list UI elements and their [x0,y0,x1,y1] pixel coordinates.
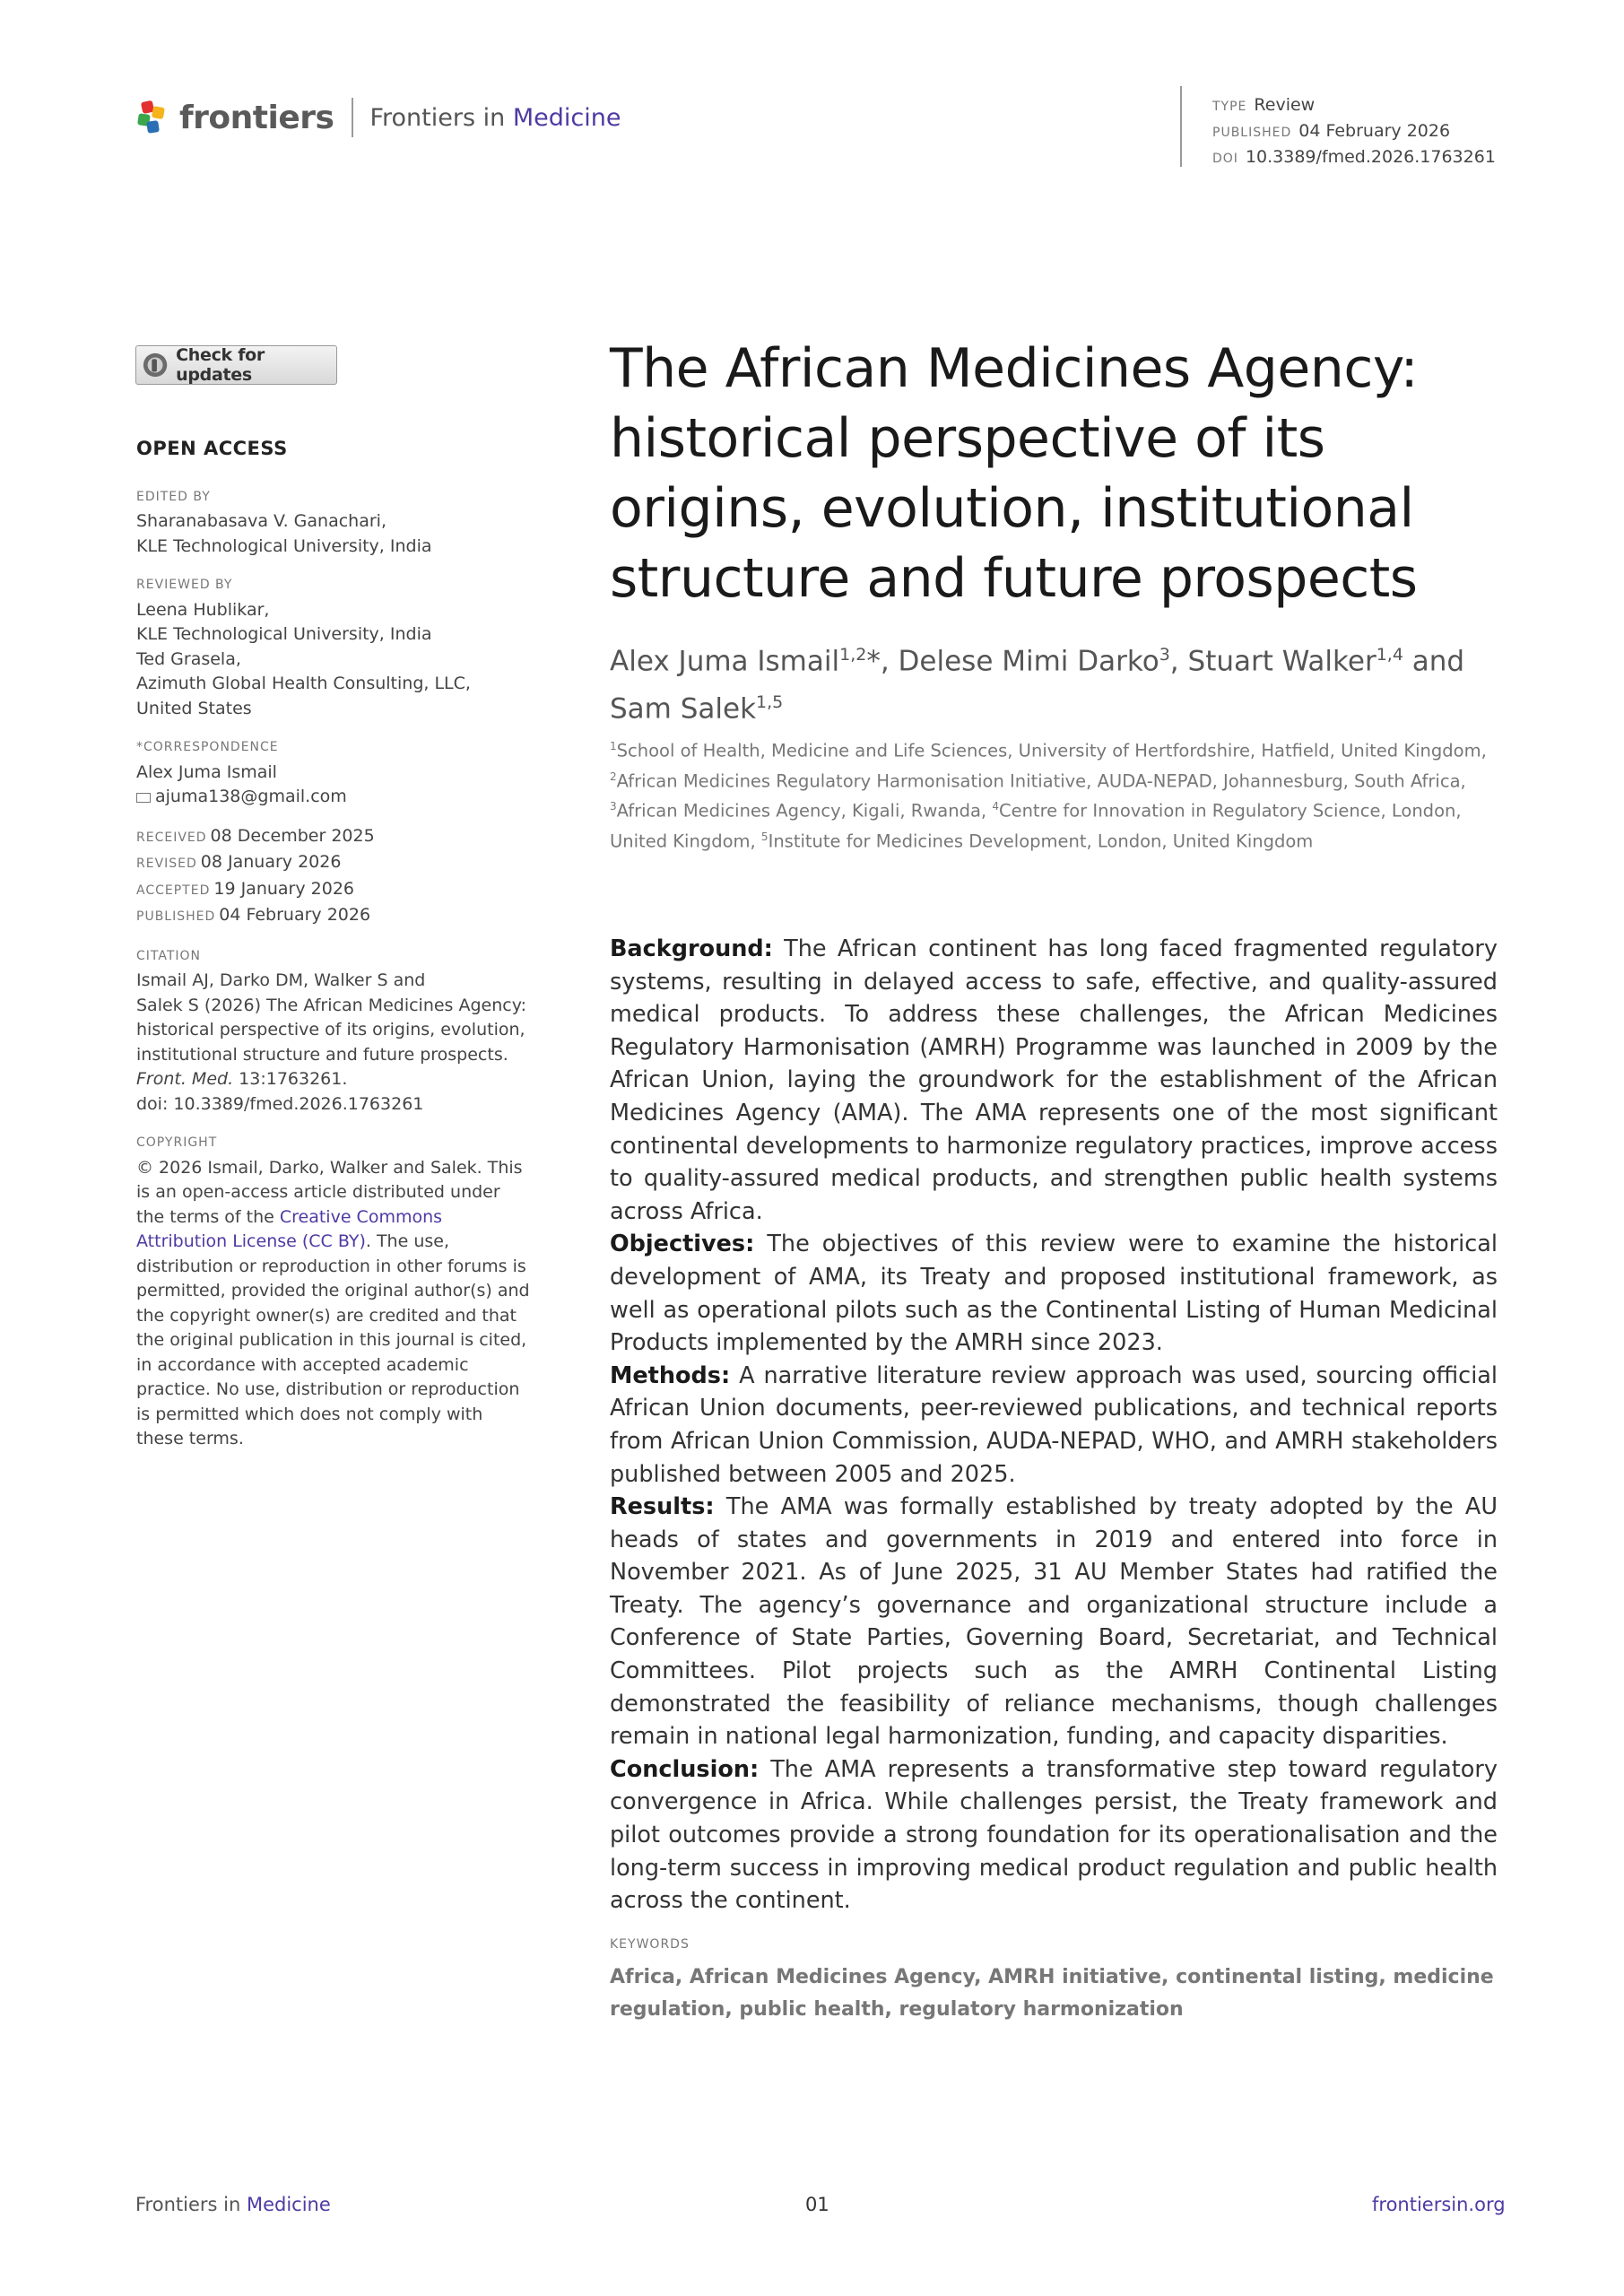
keywords: Africa, African Medicines Agency, AMRH initiative, continental listing, medicine regulation, public health, regulatory harmonization [610,1966,1494,2021]
reviewed-by-section: REVIEWED BY Leena Hublikar, KLE Technological University, India Ted Grasela, Azimuth Global Health Consulting, LLC, United States [136,578,471,718]
keywords-label: KEYWORDS [610,1937,690,1952]
abstract-conclusion: Conclusion: The AMA represents a transformative step toward regulatory convergence in Africa. While challenges persist, the Treaty framework and pilot outcomes provide a strong foundation for its operationalisation and the long-term success in improving medical product regulation and public health across the continent. [610,1755,1498,1915]
abstract-objectives: Objectives: The objectives of this review were to examine the historical development of AMA, its Treaty and proposed institutional framework, as well as operational pilots such as the Continental Listing of Human Medicinal Products implemented by the AMRH since 2023. [610,1231,1498,1357]
author-name[interactable]: Delese Mimi Darko [898,645,1159,678]
logo-divider [352,98,353,137]
author-name[interactable]: Stuart Walker [1187,645,1376,678]
article-info-sidebar [136,437,540,1466]
author-name[interactable]: Sam Salek [610,692,757,726]
correspondence-section: *CORRESPONDENCE Alex Juma Ismail ajuma138@gmail.com [136,735,540,810]
dates-section: RECEIVED 08 December 2025 REVISED 08 January 2026 ACCEPTED 19 January 2026 PUBLISHED 04 February 2026 [136,825,375,925]
email-link[interactable]: ajuma138@gmail.com [136,785,540,810]
cc-license-link-cont[interactable]: Attribution License (CC BY) [136,1231,366,1251]
article-title: The African Medicines Agency: historical perspective of its origins, evolution, institutional structure and future prospects [610,337,1419,610]
footer-journal: Frontiers in Medicine [135,2194,331,2215]
mail-icon [136,793,151,803]
affiliations: $^1$School of Health, Medicine and Life Sciences, University of Hertfordshire, Hatfield, United Kingdom, $^2$African Medicines Regulatory Harmonisation Initiative, AUDA-NEPAD, Johannesburg, South Africa, $^3$African Medicines Agency, Kigali, Rwanda, $^4$Centre for Innovation in Regulatory Science, London, United Kingdom, $^5$Institute for Medicines Development, London, United Kingdom [610,740,1487,851]
footer-site-link[interactable]: frontiersin.org [1372,2194,1506,2215]
citation-section: CITATION Ismail AJ, Darko DM, Walker S and Salek S (2026) The African Medicines Agency: historical perspective of its origins, evolution, institutional structure and future prospects. Front. Med. 13:1763261. doi: 10.3389/fmed.2026.1763261 [136,948,526,1114]
abstract-methods: Methods: A narrative literature review approach was used, sourcing official African Union documents, peer-reviewed publications, and technical reports from African Union Commission, AUDA-NEPAD, WHO, and AMRH stakeholders published between 2005 and 2025. [610,1361,1498,1488]
article-doi: DOI 10.3389/fmed.2026.1763261 [1212,147,1496,167]
abstract [610,933,1498,1918]
page-number: 01 [805,2194,829,2215]
author-name[interactable]: Alex Juma Ismail [610,645,840,678]
abstract-results: Results: The AMA was formally established by treaty adopted by the AU heads of states and governments in 2019 and entered into force in November 2021. As of June 2025, 31 AU Member States had ratified the Treaty. The agency’s governance and organizational structure include a Conference of State Parties, Governing Board, Secretariat, and Technical Committees. Pilot projects such as the AMRH Continental Listing demonstrated the feasibility of reliance mechanisms, though challenges remain in national legal harmonization, funding, and capacity disparities. [610,1493,1498,1751]
cc-license-link[interactable]: Creative Commons [279,1206,443,1227]
frontiers-wordmark: frontiers [179,99,334,136]
open-access-label: OPEN ACCESS [136,438,288,459]
corresponding-author: Alex Juma Ismail [136,761,277,782]
journal-name: Frontiers in Medicine [369,103,621,132]
article-meta [1212,93,1496,171]
abstract-background: Background: The African continent has long faced fragmented regulatory systems, resulting in delayed access to safe, effective, and quality-assured medical products. To address these challenges, the African Medicines Regulatory Harmonisation (AMRH) Programme was launched in 2009 by the African Union, laying the groundwork for the establishment of the African Medicines Agency (AMA). The AMA represents one of the most significant continental developments to harmonize regulatory practices, improve access to quality-assured medical products, and strengthen public health systems across Africa. [610,935,1498,1225]
article-type: TYPE Review [1212,95,1316,115]
copyright-section: COPYRIGHT © 2026 Ismail, Darko, Walker and Salek. This is an open-access article distributed under the terms of the Creative Commons Attribution License (CC BY). The use, distribution or reproduction in other forums is permitted, provided the original author(s) and the copyright owner(s) are credited and that the original publication in this journal is cited, in accordance with accepted academic practice. No use, distribution or reproduction is permitted which does not comply with these terms. [136,1135,530,1448]
author-list: Alex Juma Ismail$^{1,2}$*, Delese Mimi Darko$^3$, Stuart Walker$^{1,4}$ and Sam Salek$^{1,5}$ [610,645,1465,726]
check-for-updates-label: Check for updates [176,345,265,385]
frontiers-logo[interactable] [135,93,621,142]
article-published: PUBLISHED 04 February 2026 [1212,121,1451,141]
edited-by-section: EDITED BY Sharanabasava V. Ganachari, KLE Technological University, India [136,489,432,556]
crossmark-icon [142,351,169,379]
meta-divider [1180,86,1182,167]
frontiers-logo-icon [135,100,170,135]
check-for-updates-button[interactable] [135,345,337,385]
